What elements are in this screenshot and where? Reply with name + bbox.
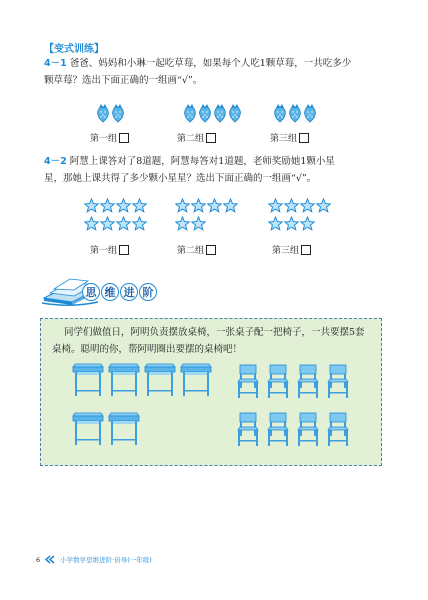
- star-group-3: [268, 198, 331, 231]
- checkbox[interactable]: [119, 133, 129, 143]
- strawberry-icon: [213, 103, 227, 123]
- star-icon: [84, 216, 99, 231]
- book-title: 小学数学思维进阶·倍导(一年级): [60, 556, 152, 564]
- option-group-2[interactable]: [177, 243, 216, 256]
- star-icon: [223, 198, 238, 213]
- star-icon: [300, 216, 315, 231]
- star-icon: [191, 216, 206, 231]
- question-text: 星，那她上课共得了多少颗小星星？选出下面正确的一组画“√”。: [44, 173, 317, 184]
- desk-icon: [108, 412, 140, 446]
- page-number: 6: [36, 555, 41, 564]
- double-chevron-left-icon: [44, 555, 56, 564]
- star-icon: [268, 216, 283, 231]
- desk-icon: [72, 363, 104, 397]
- page-footer: [36, 555, 152, 564]
- option-group-1[interactable]: [90, 131, 129, 144]
- question-text: 桌椅。聪明的你，帮阿明圈出要摆的桌椅吧！: [52, 344, 243, 355]
- strawberry-icon: [288, 103, 302, 123]
- option-group-3[interactable]: [270, 131, 309, 144]
- chair-row-2: [236, 412, 350, 447]
- banner-char: 思: [82, 283, 100, 301]
- option-group-2[interactable]: [177, 131, 216, 144]
- star-icon: [132, 198, 147, 213]
- star-icon: [207, 198, 222, 213]
- star-icon: [116, 216, 131, 231]
- star-icon: [132, 216, 147, 231]
- option-label: 第一组: [90, 246, 118, 256]
- star-icon: [316, 198, 331, 213]
- desk-icon: [144, 363, 176, 397]
- advanced-question: [52, 324, 378, 358]
- strawberry-group-2: [183, 103, 242, 123]
- star-icon: [175, 216, 190, 231]
- checkbox[interactable]: [206, 133, 216, 143]
- star-icon: [268, 198, 283, 213]
- star-icon: [175, 198, 190, 213]
- banner-char: 阶: [139, 283, 157, 301]
- banner-title: [82, 283, 157, 301]
- question-text: 颗草莓？选出下面正确的一组画“√”。: [44, 75, 203, 86]
- option-label: 第三组: [270, 134, 298, 144]
- chair-icon: [236, 364, 260, 399]
- star-icon: [100, 198, 115, 213]
- option-label: 第一组: [90, 134, 118, 144]
- star-icon: [300, 198, 315, 213]
- star-icon: [116, 198, 131, 213]
- strawberry-icon: [273, 103, 287, 123]
- chair-icon: [266, 412, 290, 447]
- strawberry-icon: [183, 103, 197, 123]
- banner-char: 维: [101, 283, 119, 301]
- chair-icon: [296, 364, 320, 399]
- option-label: 第二组: [177, 246, 205, 256]
- banner-char: 进: [120, 283, 138, 301]
- desk-row-1: [72, 363, 212, 397]
- strawberry-group-1: [96, 103, 125, 123]
- chair-icon: [326, 412, 350, 447]
- strawberry-icon: [111, 103, 125, 123]
- star-icon: [284, 216, 299, 231]
- checkbox[interactable]: [301, 245, 311, 255]
- checkbox[interactable]: [206, 245, 216, 255]
- star-group-1: [84, 198, 147, 231]
- desk-icon: [72, 412, 104, 446]
- desk-row-2: [72, 412, 140, 446]
- question-text: 阿慧上课答对了8道题，阿慧每答对1道题，老师奖励她1颗小星: [69, 156, 335, 167]
- star-icon: [191, 198, 206, 213]
- checkbox[interactable]: [119, 245, 129, 255]
- desk-icon: [180, 363, 212, 397]
- question-number: 4－2: [44, 156, 67, 167]
- star-icon: [100, 216, 115, 231]
- question-number: 4－1: [44, 58, 67, 69]
- strawberry-icon: [228, 103, 242, 123]
- option-group-1[interactable]: [90, 243, 129, 256]
- chair-row-1: [236, 364, 350, 399]
- chair-icon: [326, 364, 350, 399]
- chair-icon: [266, 364, 290, 399]
- option-group-3[interactable]: [272, 243, 311, 256]
- strawberry-icon: [96, 103, 110, 123]
- strawberry-icon: [303, 103, 317, 123]
- question-text: 同学们做值日，阿明负责摆放桌椅，一张桌子配一把椅子，一共要摆5套: [64, 327, 365, 338]
- question-4-2: [44, 153, 389, 187]
- option-label: 第二组: [177, 134, 205, 144]
- chair-icon: [296, 412, 320, 447]
- checkbox[interactable]: [299, 133, 309, 143]
- desk-icon: [108, 363, 140, 397]
- question-4-1: [44, 55, 389, 89]
- section-title: 【变式训练】: [44, 44, 104, 55]
- star-icon: [284, 198, 299, 213]
- option-label: 第三组: [272, 246, 300, 256]
- question-text: 爸爸、妈妈和小琳一起吃草莓，如果每个人吃1颗草莓，一共吃多少: [69, 58, 352, 69]
- star-group-2: [175, 198, 238, 231]
- chair-icon: [236, 412, 260, 447]
- strawberry-group-3: [273, 103, 317, 123]
- strawberry-icon: [198, 103, 212, 123]
- star-icon: [84, 198, 99, 213]
